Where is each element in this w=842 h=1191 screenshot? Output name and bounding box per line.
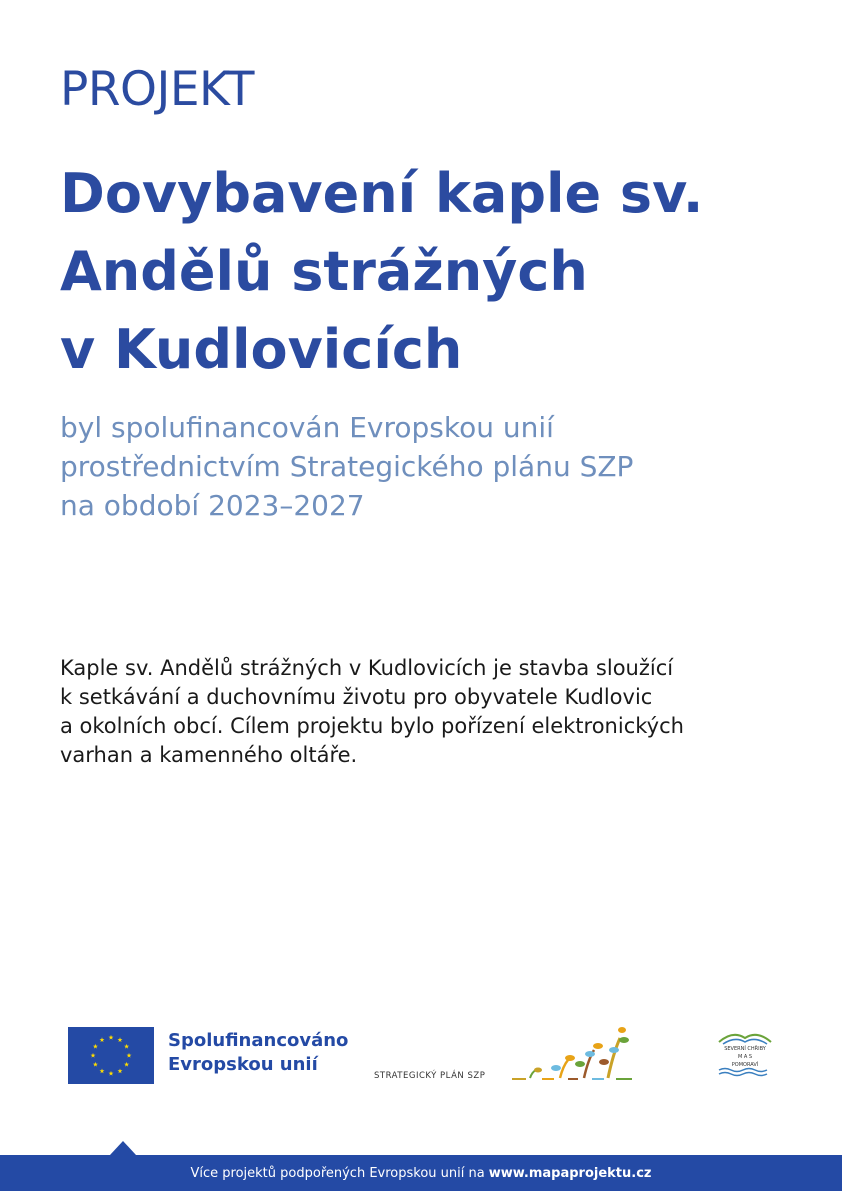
footer-pointer-icon xyxy=(110,1141,136,1155)
project-subtitle xyxy=(60,408,780,525)
eu-star-icon xyxy=(124,1062,129,1067)
eu-text-line: Spolufinancováno xyxy=(168,1030,349,1051)
eu-star-icon xyxy=(124,1044,129,1049)
mas-text-line: SEVERNÍ CHŘIBY xyxy=(724,1046,766,1052)
eu-star-icon xyxy=(100,1068,105,1073)
subtitle-line: na období 2023–2027 xyxy=(60,489,365,522)
szp-logo-text: STRATEGICKÝ PLÁN SZP xyxy=(374,1071,486,1081)
eu-text-line: Evropskou unií xyxy=(168,1054,318,1075)
eu-star-icon xyxy=(109,1035,114,1040)
szp-plants-icon xyxy=(512,1024,652,1086)
eu-star-icon xyxy=(118,1068,123,1073)
eu-star-icon xyxy=(91,1053,96,1058)
subtitle-line: prostřednictvím Strategického plánu SZP xyxy=(60,450,634,483)
eu-cofunded-text xyxy=(168,1029,348,1077)
description-line: a okolních obcí. Cílem projektu bylo pořízení elektronických xyxy=(60,714,684,738)
eu-stars-icon xyxy=(68,1027,154,1084)
description-line: Kaple sv. Andělů strážných v Kudlovicích je stavba sloužící xyxy=(60,656,674,680)
footer-url-link[interactable]: www.mapaprojektu.cz xyxy=(488,1165,652,1181)
eu-star-icon xyxy=(127,1053,132,1058)
eu-logo xyxy=(68,1027,154,1084)
footer-bar xyxy=(0,1155,842,1191)
description-line: k setkávání a duchovnímu životu pro obyvatele Kudlovic xyxy=(60,685,653,709)
mas-text-line: POMORAVÍ xyxy=(731,1062,759,1068)
title-line: Andělů strážných xyxy=(60,240,588,303)
eu-star-icon xyxy=(100,1037,105,1042)
eu-star-icon xyxy=(93,1062,98,1067)
eu-flag-icon xyxy=(68,1027,154,1084)
mas-logo xyxy=(715,1028,775,1080)
szp-logo xyxy=(374,1024,654,1086)
description-line: varhan a kamenného oltáře. xyxy=(60,743,358,767)
subtitle-line: byl spolufinancován Evropskou unií xyxy=(60,411,554,444)
eu-star-icon xyxy=(118,1037,123,1042)
eu-star-icon xyxy=(109,1071,114,1076)
footer-text: Více projektů podpořených Evropskou unií na xyxy=(190,1165,485,1181)
title-line: Dovybavení kaple sv. xyxy=(60,162,704,225)
project-title xyxy=(60,155,820,389)
project-description xyxy=(60,654,800,770)
title-line: v Kudlovicích xyxy=(60,318,463,381)
eu-star-icon xyxy=(93,1044,98,1049)
mas-hills-icon xyxy=(715,1028,775,1080)
project-label: PROJEKT xyxy=(60,62,254,117)
mas-text-line: M A S xyxy=(737,1054,753,1060)
